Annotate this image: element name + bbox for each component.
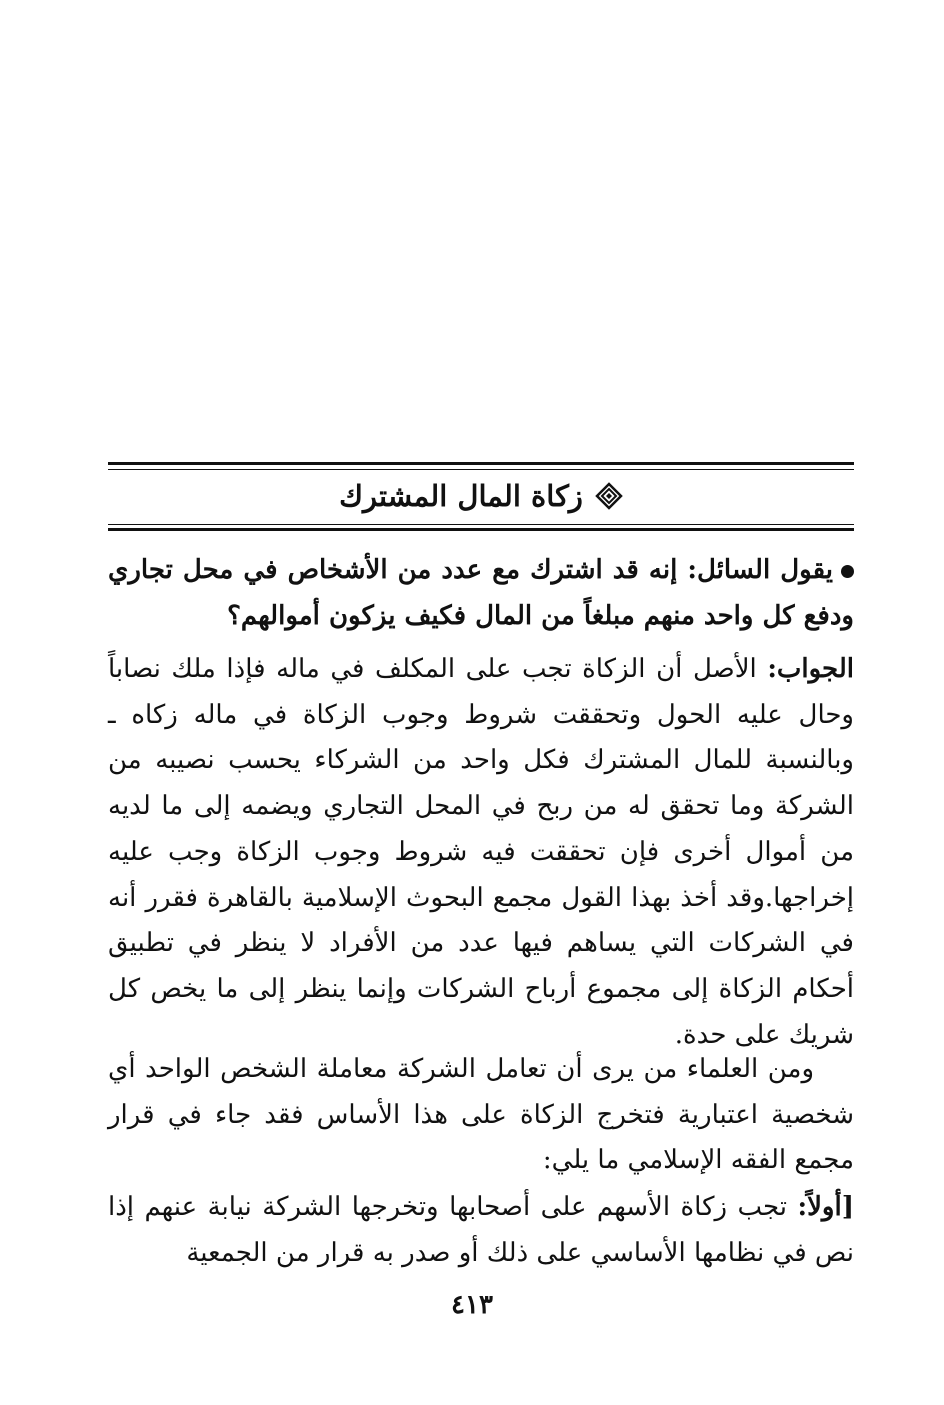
section-title: زكاة المال المشترك xyxy=(339,479,583,513)
paragraph3-label: [أولاً: xyxy=(797,1192,854,1222)
header-rule-bottom-thin xyxy=(108,524,854,525)
scholars-opinion-paragraph xyxy=(108,1047,854,1184)
answer-text: الأصل أن الزكاة تجب على المكلف في ماله فإذا ملك نصاباً وحال عليه الحول وتحققت شروط وجوب الزكاة في ماله زكاه ـ وبالنسبة للمال المشترك فكل واحد من الشركاء يحسب نصيبه من الشركة وما تحقق له من ربح في المحل التجاري ويضمه إلى ما لديه من أموال أخرى فإن تحققت فيه شروط وجوب الزكاة وجب عليه إخراجها.وقد أخذ بهذا القول مجمع البحوث الإسلامية بالقاهرة فقرر أنه في الشركات التي يساهم فيها عدد من الأفراد لا ينظر في تطبيق أحكام الزكاة إلى مجموع أرباح الشركات وإنما ينظر إلى ما يخص كل شريك على حدة. xyxy=(108,654,854,1050)
section-header xyxy=(108,472,854,520)
header-rule-bottom-thick xyxy=(108,528,854,531)
resolution-paragraph xyxy=(108,1185,854,1276)
question-paragraph xyxy=(108,548,854,639)
question-text: إنه قد اشترك مع عدد من الأشخاص في محل تجاري ودفع كل واحد منهم مبلغاً من المال فكيف يزكون أموالهم؟ xyxy=(108,555,854,631)
answer-paragraph xyxy=(108,647,854,1058)
header-rule-top-thick xyxy=(108,462,854,465)
page-number: ٤١٣ xyxy=(451,1290,493,1320)
question-label: يقول السائل: xyxy=(687,555,833,585)
diamond-ornament-icon xyxy=(595,482,623,510)
paragraph3-text: تجب زكاة الأسهم على أصحابها وتخرجها الشركة نيابة عنهم إذا نص في نظامها الأساسي على ذلك أو صدر به قرار من الجمعية xyxy=(108,1192,854,1268)
answer-label: الجواب: xyxy=(767,654,854,684)
paragraph2-text: ومن العلماء من يرى أن تعامل الشركة معاملة الشخص الواحد أي شخصية اعتبارية فتخرج الزكاة على هذا الأساس فقد جاء في قرار مجمع الفقه الإسلامي ما يلي: xyxy=(108,1054,854,1176)
bullet-icon xyxy=(841,565,854,578)
header-rule-top-thin xyxy=(108,469,854,470)
